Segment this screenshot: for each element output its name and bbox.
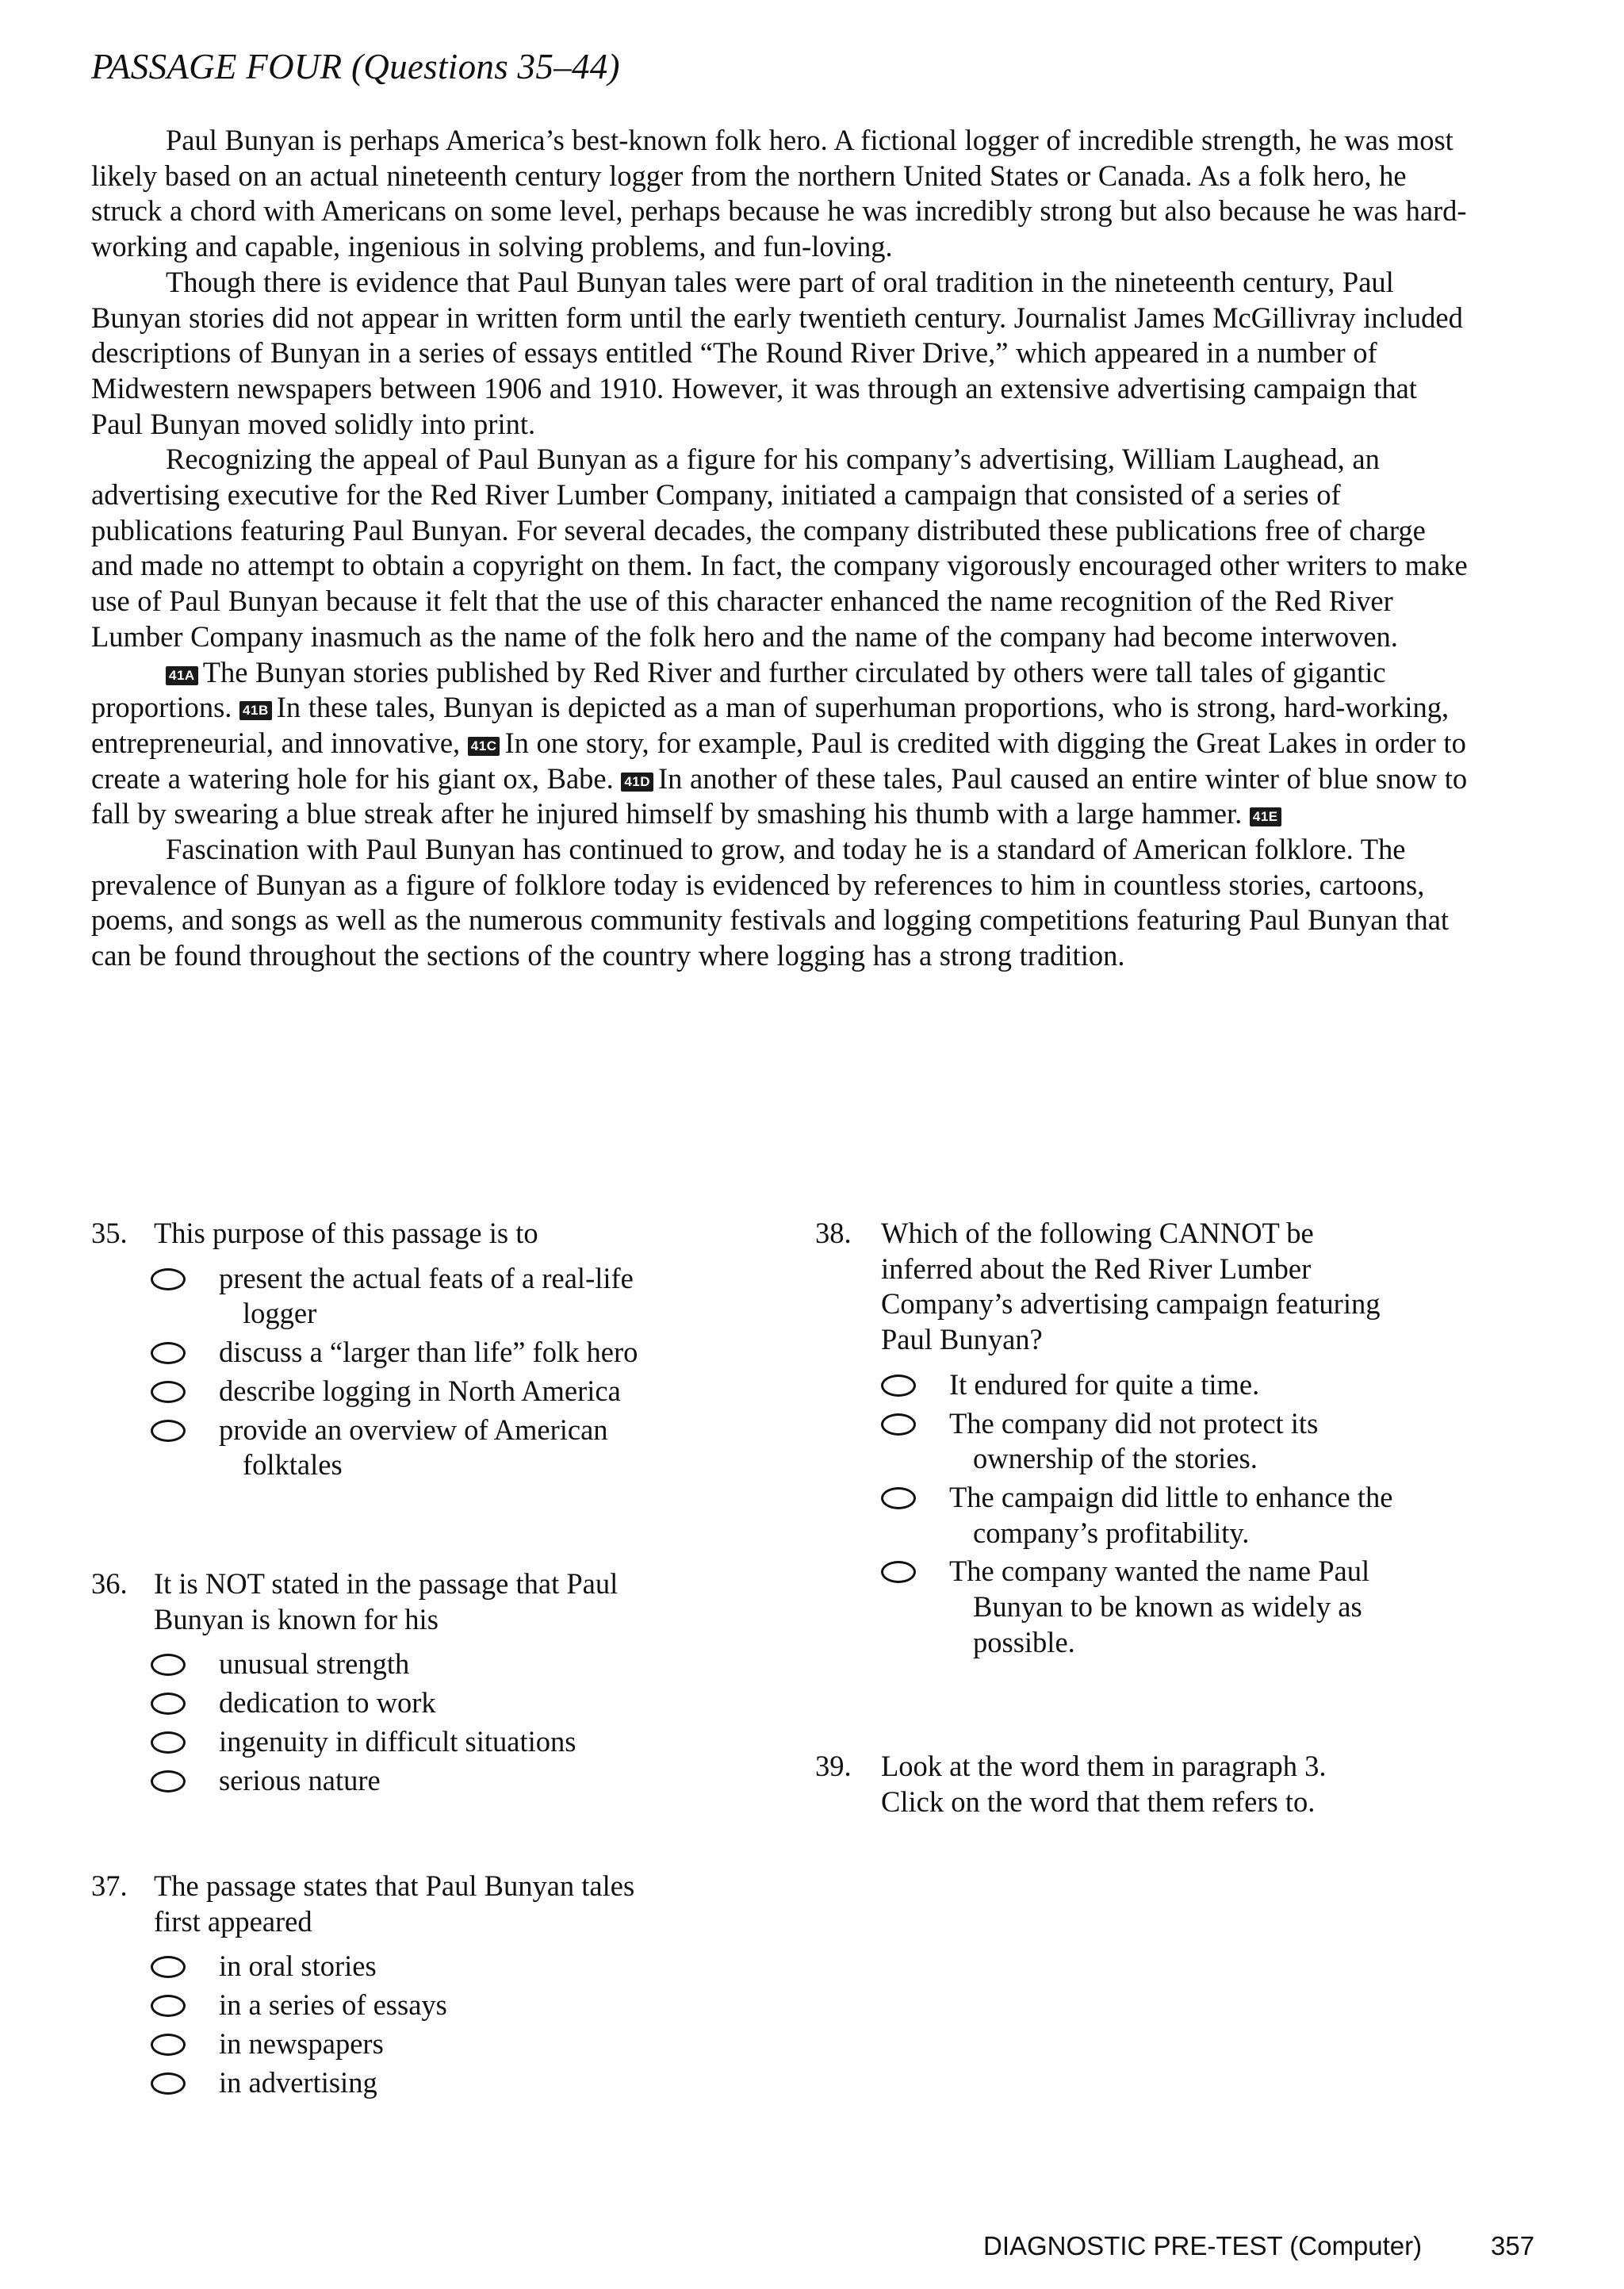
- passage-heading: PASSAGE FOUR (Questions 35–44): [91, 47, 620, 86]
- radio-circle-icon[interactable]: [151, 1693, 186, 1715]
- radio-circle-icon[interactable]: [881, 1561, 916, 1583]
- answer-option[interactable]: discuss a “larger than life” folk hero: [151, 1335, 773, 1371]
- answer-option[interactable]: The company did not protect its ownership of the stories.: [881, 1406, 1529, 1477]
- radio-circle-icon[interactable]: [151, 1381, 186, 1403]
- radio-circle-icon[interactable]: [881, 1375, 916, 1397]
- radio-circle-icon[interactable]: [881, 1487, 916, 1509]
- radio-circle-icon[interactable]: [151, 1956, 186, 1978]
- insertion-marker-41a[interactable]: 41A: [166, 666, 198, 685]
- paragraph-1: Paul Bunyan is perhaps America’s best-known folk hero. A fictional logger of incredible strength, he was most likely based on an actual nineteenth century logger from the northern United States or Canada. As a folk hero, he struck a chord with Americans on some level, perhaps because he was incredibly strong but also because he was hard-working and capable, ingenious in solving problems, and fun-loving.: [91, 124, 1467, 263]
- radio-circle-icon[interactable]: [151, 2034, 186, 2056]
- question-39: [815, 1749, 1529, 1819]
- answer-option[interactable]: in newspapers: [151, 2026, 773, 2062]
- radio-circle-icon[interactable]: [151, 1420, 186, 1442]
- answer-option[interactable]: The campaign did little to enhance the company’s profitability.: [881, 1480, 1529, 1551]
- insertion-marker-41e[interactable]: 41E: [1250, 807, 1281, 826]
- page-footer: [983, 2231, 1535, 2261]
- answer-option[interactable]: unusual strength: [151, 1647, 773, 1682]
- question-number: 38.: [815, 1217, 852, 1249]
- question-35: [91, 1216, 773, 1483]
- radio-circle-icon[interactable]: [881, 1413, 916, 1436]
- radio-circle-icon[interactable]: [151, 1731, 186, 1754]
- question-stem: Look at the word them in paragraph 3. Click on the word that them refers to.: [881, 1750, 1327, 1818]
- answer-option[interactable]: provide an overview of American folktales: [151, 1413, 773, 1483]
- footer-section-title: DIAGNOSTIC PRE-TEST (Computer): [983, 2231, 1423, 2260]
- answer-option[interactable]: dedication to work: [151, 1685, 773, 1721]
- question-stem: This purpose of this passage is to: [154, 1217, 538, 1249]
- answer-options: [881, 1367, 1529, 1661]
- answer-option[interactable]: The company wanted the name Paul Bunyan to be known as widely as possible.: [881, 1554, 1529, 1660]
- answer-option[interactable]: It endured for quite a time.: [881, 1367, 1529, 1403]
- radio-circle-icon[interactable]: [151, 1995, 186, 2017]
- paragraph-5: Fascination with Paul Bunyan has continued to grow, and today he is a standard of American folklore. The prevalence of Bunyan as a figure of folklore today is evidenced by references to him in countless stories, cartoons, poems, and songs as well as the numerous community festivals and logging competitions featuring Paul Bunyan that can be found throughout the sections of the country where logging has a strong tradition.: [91, 833, 1450, 972]
- p4-sentence-2: In these tales, Bunyan is depicted as a man of superhuman proportions, who is strong, hard-working, entrepreneurial, and innovative,: [91, 691, 1450, 759]
- question-36: [91, 1566, 773, 1798]
- paragraph-4: [91, 655, 1475, 833]
- question-38: [815, 1216, 1529, 1660]
- answer-options: [151, 1261, 773, 1483]
- p4-sentence-1: The Bunyan stories published by Red River and further circulated by others were tall tales of gigantic proportions.: [91, 655, 1386, 724]
- page-number: 357: [1491, 2231, 1535, 2260]
- insertion-marker-41d[interactable]: 41D: [621, 773, 653, 792]
- radio-circle-icon[interactable]: [151, 1770, 186, 1792]
- question-number: 35.: [91, 1217, 128, 1249]
- answer-options: [151, 1949, 773, 2100]
- question-number: 36.: [91, 1567, 128, 1600]
- answer-option[interactable]: present the actual feats of a real-life logger: [151, 1261, 773, 1332]
- answer-option[interactable]: ingenuity in difficult situations: [151, 1724, 773, 1760]
- radio-circle-icon[interactable]: [151, 1268, 186, 1290]
- question-number: 37.: [91, 1869, 128, 1902]
- insertion-marker-41c[interactable]: 41C: [468, 737, 500, 756]
- question-37: [91, 1869, 773, 2100]
- paragraph-3[interactable]: Recognizing the appeal of Paul Bunyan as a figure for his company’s advertising, William Laughead, an advertising executive for the Red River Lumber Company, initiated a campaign that consisted of a series of publications featuring Paul Bunyan. For several decades, the company distributed these publications free of charge and made no attempt to obtain a copyright on them. In fact, the company vigorously encouraged other writers to make use of Paul Bunyan because it felt that the use of this character enhanced the name recognition of the Red River Lumber Company inasmuch as the name of the folk hero and the name of the company had become interwoven.: [91, 443, 1468, 653]
- paragraph-2: Though there is evidence that Paul Bunyan tales were part of oral tradition in the nineteenth century, Paul Bunyan stories did not appear in written form until the early twentieth century. Journalist James McGillivray included descriptions of Bunyan in a series of essays entitled “The Round River Drive,” which appeared in a number of Midwestern newspapers between 1906 and 1910. However, it was through an extensive advertising campaign that Paul Bunyan moved solidly into print.: [91, 265, 1463, 440]
- answer-option[interactable]: in advertising: [151, 2065, 773, 2101]
- radio-circle-icon[interactable]: [151, 2072, 186, 2095]
- question-stem: Which of the following CANNOT be inferred about the Red River Lumber Company’s advertising campaign featuring Paul Bunyan?: [881, 1217, 1381, 1356]
- answer-option[interactable]: describe logging in North America: [151, 1374, 773, 1409]
- radio-circle-icon[interactable]: [151, 1654, 186, 1676]
- question-number: 39.: [815, 1750, 852, 1782]
- p4-sentence-4: In another of these tales, Paul caused an entire winter of blue snow to fall by swearing a blue streak after he injured himself by smashing his thumb with a large hammer.: [91, 761, 1468, 830]
- radio-circle-icon[interactable]: [151, 1342, 186, 1364]
- answer-option[interactable]: serious nature: [151, 1763, 773, 1799]
- p4-sentence-3: In one story, for example, Paul is credited with digging the Great Lakes in order to create a watering hole for his giant ox, Babe.: [91, 726, 1466, 795]
- question-stem: The passage states that Paul Bunyan tales first appeared: [154, 1869, 635, 1938]
- answer-option[interactable]: in oral stories: [151, 1949, 773, 1984]
- insertion-marker-41b[interactable]: 41B: [239, 701, 272, 720]
- answer-options: [151, 1647, 773, 1798]
- answer-option[interactable]: in a series of essays: [151, 1988, 773, 2023]
- question-stem: It is NOT stated in the passage that Paul Bunyan is known for his: [154, 1567, 619, 1635]
- reading-passage: [91, 123, 1475, 974]
